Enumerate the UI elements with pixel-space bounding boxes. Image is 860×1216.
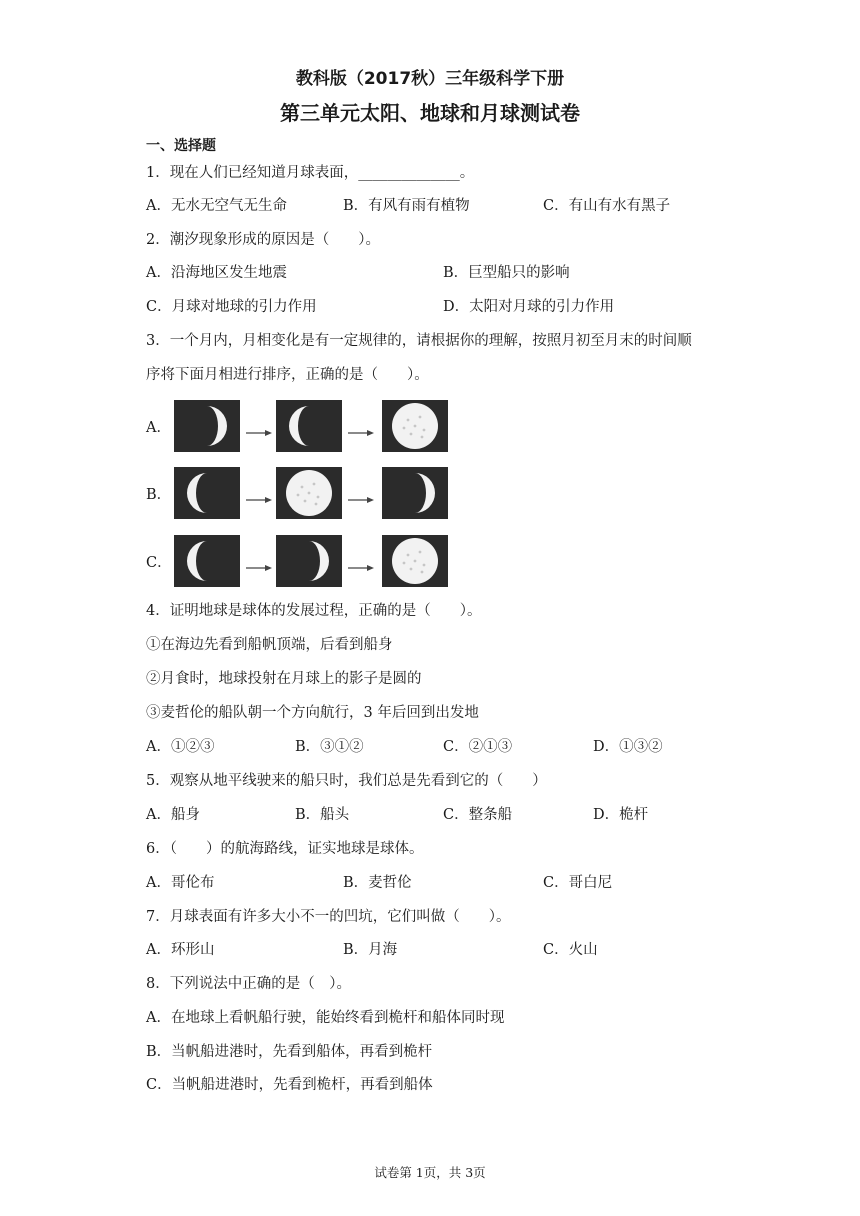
question-4-option-c: C．②①③ (443, 739, 513, 755)
question-5-option-d: D．桅杆 (593, 807, 649, 823)
question-7-option-b: B．月海 (343, 942, 398, 958)
full-moon-image (382, 400, 448, 456)
question-4-statement-1: ①在海边先看到船帆顶端，后看到船身 (146, 637, 393, 653)
question-3-stem-line-2: 序将下面月相进行排序，正确的是（ ）。 (146, 367, 429, 383)
question-4-option-d: D．①③② (593, 739, 663, 755)
unit-title: 第三单元太阳、地球和月球测试卷 (280, 101, 580, 125)
arrow-right-icon (246, 489, 272, 497)
full-moon-image (382, 535, 448, 591)
question-4-statement-2: ②月食时，地球投射在月球上的影子是圆的 (146, 671, 422, 687)
question-2-option-a: A．沿海地区发生地震 (146, 265, 287, 281)
question-8-option-b: B．当帆船进港时，先看到船体，再看到桅杆 (146, 1044, 433, 1060)
section-heading: 一、选择题 (146, 138, 216, 154)
waning-crescent-image (276, 400, 342, 456)
page-footer: 试卷第 1页，共 3页 (374, 1165, 486, 1180)
arrow-right-icon (246, 557, 272, 565)
question-6-stem: 6．（ ）的航海路线，证实地球是球体。 (146, 841, 424, 857)
question-7-option-a: A．环形山 (146, 942, 215, 958)
exam-title: 教科版（2017秋）三年级科学下册 (295, 69, 565, 89)
question-4-option-a: A．①②③ (146, 739, 215, 755)
question-8-option-a: A．在地球上看帆船行驶，能始终看到桅杆和船体同时现 (146, 1010, 505, 1026)
question-3-stem-line-1: 3．一个月内，月相变化是有一定规律的，请根据你的理解，按照月初至月末的时间顺 (146, 333, 692, 349)
option-label: B． (146, 487, 172, 503)
question-4-option-b: B．③①② (295, 739, 364, 755)
question-7-stem: 7．月球表面有许多大小不一的凹坑，它们叫做（ ）。 (146, 909, 511, 925)
question-6-option-a: A．哥伦布 (146, 875, 215, 891)
question-2-option-b: B．巨型船只的影响 (443, 265, 570, 281)
arrow-right-icon (348, 422, 374, 430)
waxing-crescent-image (174, 400, 240, 456)
question-5-stem: 5．观察从地平线驶来的船只时，我们总是先看到它的（ ） (146, 773, 547, 789)
option-label: A． (146, 420, 171, 436)
question-2-stem: 2．潮汐现象形成的原因是（ ）。 (146, 232, 380, 248)
question-2-option-c: C．月球对地球的引力作用 (146, 299, 317, 315)
arrow-right-icon (246, 422, 272, 430)
option-label: C． (146, 555, 172, 571)
arrow-right-icon (348, 557, 374, 565)
question-6-option-b: B．麦哲伦 (343, 875, 412, 891)
full-moon-image (276, 467, 342, 523)
waxing-crescent-image (276, 535, 342, 591)
arrow-right-icon (348, 489, 374, 497)
question-1-option-a: A．无水无空气无生命 (146, 198, 287, 214)
question-5-option-b: B．船头 (295, 807, 350, 823)
question-8-stem: 8．下列说法中正确的是（ ）。 (146, 976, 351, 992)
waning-crescent-image (174, 467, 240, 523)
waning-crescent-image (174, 535, 240, 591)
question-4-stem: 4．证明地球是球体的发展过程，正确的是（ ）。 (146, 603, 482, 619)
waxing-crescent-image (382, 467, 448, 523)
question-5-option-a: A．船身 (146, 807, 200, 823)
question-2-option-d: D．太阳对月球的引力作用 (443, 299, 615, 315)
question-5-option-c: C．整条船 (443, 807, 513, 823)
question-1-stem: 1．现在人们已经知道月球表面，______________。 (146, 165, 475, 181)
question-4-statement-3: ③麦哲伦的船队朝一个方向航行，3 年后回到出发地 (146, 705, 479, 721)
question-1-option-b: B．有风有雨有植物 (343, 198, 470, 214)
question-8-option-c: C．当帆船进港时，先看到桅杆，再看到船体 (146, 1077, 433, 1093)
question-7-option-c: C．火山 (543, 942, 598, 958)
question-1-option-c: C．有山有水有黑子 (543, 198, 671, 214)
question-6-option-c: C．哥白尼 (543, 875, 613, 891)
